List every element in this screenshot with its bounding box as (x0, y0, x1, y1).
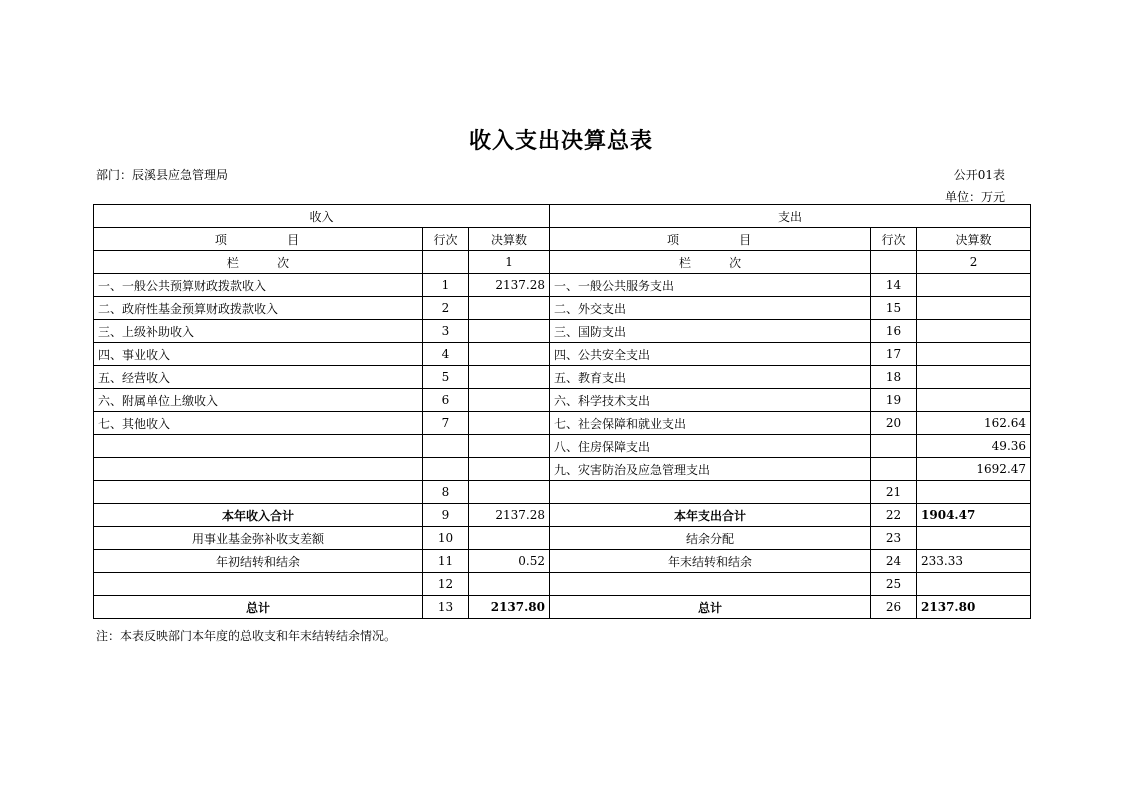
expense-row-no (871, 458, 917, 481)
expense-row-no: 14 (871, 274, 917, 297)
income-row-no: 9 (423, 504, 469, 527)
income-summary-item (94, 573, 423, 596)
expense-row-no: 17 (871, 343, 917, 366)
expense-item: 四、公共安全支出 (550, 343, 871, 366)
expense-row-no: 24 (871, 550, 917, 573)
income-summary-amount (469, 573, 550, 596)
unit-label: 单位：万元 (944, 190, 1005, 204)
income-amount (469, 389, 550, 412)
table-row (94, 274, 1031, 297)
expense-header: 支出 (550, 205, 1031, 228)
income-row-no: 10 (423, 527, 469, 550)
expense-summary-amount (917, 527, 1031, 550)
expense-summary-amount: 233.33 (917, 550, 1031, 573)
expense-item-header: 项 目 (550, 228, 871, 251)
expense-amount: 49.36 (917, 435, 1031, 458)
income-column-index: 1 (469, 251, 550, 274)
expense-row-no: 22 (871, 504, 917, 527)
expense-row-no: 20 (871, 412, 917, 435)
expense-summary-amount: 1904.47 (917, 504, 1031, 527)
expense-amount (917, 274, 1031, 297)
expense-amount (917, 320, 1031, 343)
table-row (94, 458, 1031, 481)
expense-row-no (871, 435, 917, 458)
income-summary-item: 本年收入合计 (94, 504, 423, 527)
income-row-no: 11 (423, 550, 469, 573)
header-row-section (94, 205, 1031, 228)
table-row (94, 412, 1031, 435)
expense-amount-header: 决算数 (917, 228, 1031, 251)
expense-row-no: 21 (871, 481, 917, 504)
expense-amount (917, 366, 1031, 389)
summary-row (94, 596, 1031, 619)
income-row-no: 8 (423, 481, 469, 504)
page-title: 收入支出决算总表 (468, 129, 653, 154)
expense-item: 三、国防支出 (550, 320, 871, 343)
expense-item: 九、灾害防治及应急管理支出 (550, 458, 871, 481)
expense-amount (917, 389, 1031, 412)
income-row-no: 1 (423, 274, 469, 297)
summary-row (94, 527, 1031, 550)
income-column-label: 栏 次 (94, 251, 423, 274)
expense-summary-amount: 2137.80 (917, 596, 1031, 619)
income-header: 收入 (94, 205, 550, 228)
income-row-no: 7 (423, 412, 469, 435)
expense-item: 五、教育支出 (550, 366, 871, 389)
income-row-no: 6 (423, 389, 469, 412)
expense-rowno-header: 行次 (871, 228, 917, 251)
header-row-columns (94, 228, 1031, 251)
expense-summary-item (550, 573, 871, 596)
summary-row (94, 573, 1031, 596)
income-amount (469, 481, 550, 504)
expense-item: 二、外交支出 (550, 297, 871, 320)
income-amount (469, 412, 550, 435)
income-summary-amount (469, 527, 550, 550)
income-amount (469, 343, 550, 366)
income-item-header: 项 目 (94, 228, 423, 251)
income-row-no: 5 (423, 366, 469, 389)
expense-row-no: 25 (871, 573, 917, 596)
expense-column-label: 栏 次 (550, 251, 871, 274)
expense-item: 六、科学技术支出 (550, 389, 871, 412)
income-row-no: 12 (423, 573, 469, 596)
table-row (94, 320, 1031, 343)
income-item: 六、附属单位上缴收入 (94, 389, 423, 412)
income-row-no: 3 (423, 320, 469, 343)
header-row-column-index (94, 251, 1031, 274)
expense-row-no: 23 (871, 527, 917, 550)
income-item: 七、其他收入 (94, 412, 423, 435)
income-summary-amount: 2137.80 (469, 596, 550, 619)
empty-cell (871, 251, 917, 274)
income-row-no (423, 458, 469, 481)
expense-row-no: 15 (871, 297, 917, 320)
income-amount (469, 435, 550, 458)
table-row (94, 366, 1031, 389)
income-amount (469, 297, 550, 320)
expense-item: 一、一般公共服务支出 (550, 274, 871, 297)
income-item (94, 458, 423, 481)
income-item: 五、经营收入 (94, 366, 423, 389)
budget-table (93, 204, 1031, 619)
expense-row-no: 19 (871, 389, 917, 412)
income-row-no: 13 (423, 596, 469, 619)
table-row (94, 343, 1031, 366)
income-rowno-header: 行次 (423, 228, 469, 251)
income-row-no: 2 (423, 297, 469, 320)
income-amount (469, 320, 550, 343)
footnote: 注：本表反映部门本年度的总收支和年末结转结余情况。 (96, 629, 397, 643)
income-item: 四、事业收入 (94, 343, 423, 366)
income-summary-amount: 0.52 (469, 550, 550, 573)
expense-amount: 162.64 (917, 412, 1031, 435)
summary-row (94, 504, 1031, 527)
expense-summary-item: 结余分配 (550, 527, 871, 550)
expense-summary-item: 总计 (550, 596, 871, 619)
expense-item (550, 481, 871, 504)
expense-amount (917, 343, 1031, 366)
expense-summary-amount (917, 573, 1031, 596)
income-summary-amount: 2137.28 (469, 504, 550, 527)
expense-amount (917, 481, 1031, 504)
table-row (94, 435, 1031, 458)
income-item: 三、上级补助收入 (94, 320, 423, 343)
income-amount (469, 366, 550, 389)
expense-summary-item: 年末结转和结余 (550, 550, 871, 573)
expense-row-no: 26 (871, 596, 917, 619)
income-amount (469, 458, 550, 481)
expense-column-index: 2 (917, 251, 1031, 274)
expense-amount: 1692.47 (917, 458, 1031, 481)
income-amount-header: 决算数 (469, 228, 550, 251)
expense-amount (917, 297, 1031, 320)
income-row-no (423, 435, 469, 458)
empty-cell (423, 251, 469, 274)
department-label: 部门：辰溪县应急管理局 (96, 168, 229, 182)
expense-summary-item: 本年支出合计 (550, 504, 871, 527)
income-summary-item: 总计 (94, 596, 423, 619)
income-row-no: 4 (423, 343, 469, 366)
income-item (94, 435, 423, 458)
expense-item: 七、社会保障和就业支出 (550, 412, 871, 435)
expense-item: 八、住房保障支出 (550, 435, 871, 458)
income-item (94, 481, 423, 504)
expense-row-no: 16 (871, 320, 917, 343)
table-row (94, 481, 1031, 504)
expense-row-no: 18 (871, 366, 917, 389)
summary-row (94, 550, 1031, 573)
income-item: 一、一般公共预算财政拨款收入 (94, 274, 423, 297)
income-item: 二、政府性基金预算财政拨款收入 (94, 297, 423, 320)
table-code: 公开01表 (953, 168, 1005, 182)
income-amount: 2137.28 (469, 274, 550, 297)
income-summary-item: 年初结转和结余 (94, 550, 423, 573)
table-row (94, 389, 1031, 412)
income-summary-item: 用事业基金弥补收支差额 (94, 527, 423, 550)
table-row (94, 297, 1031, 320)
